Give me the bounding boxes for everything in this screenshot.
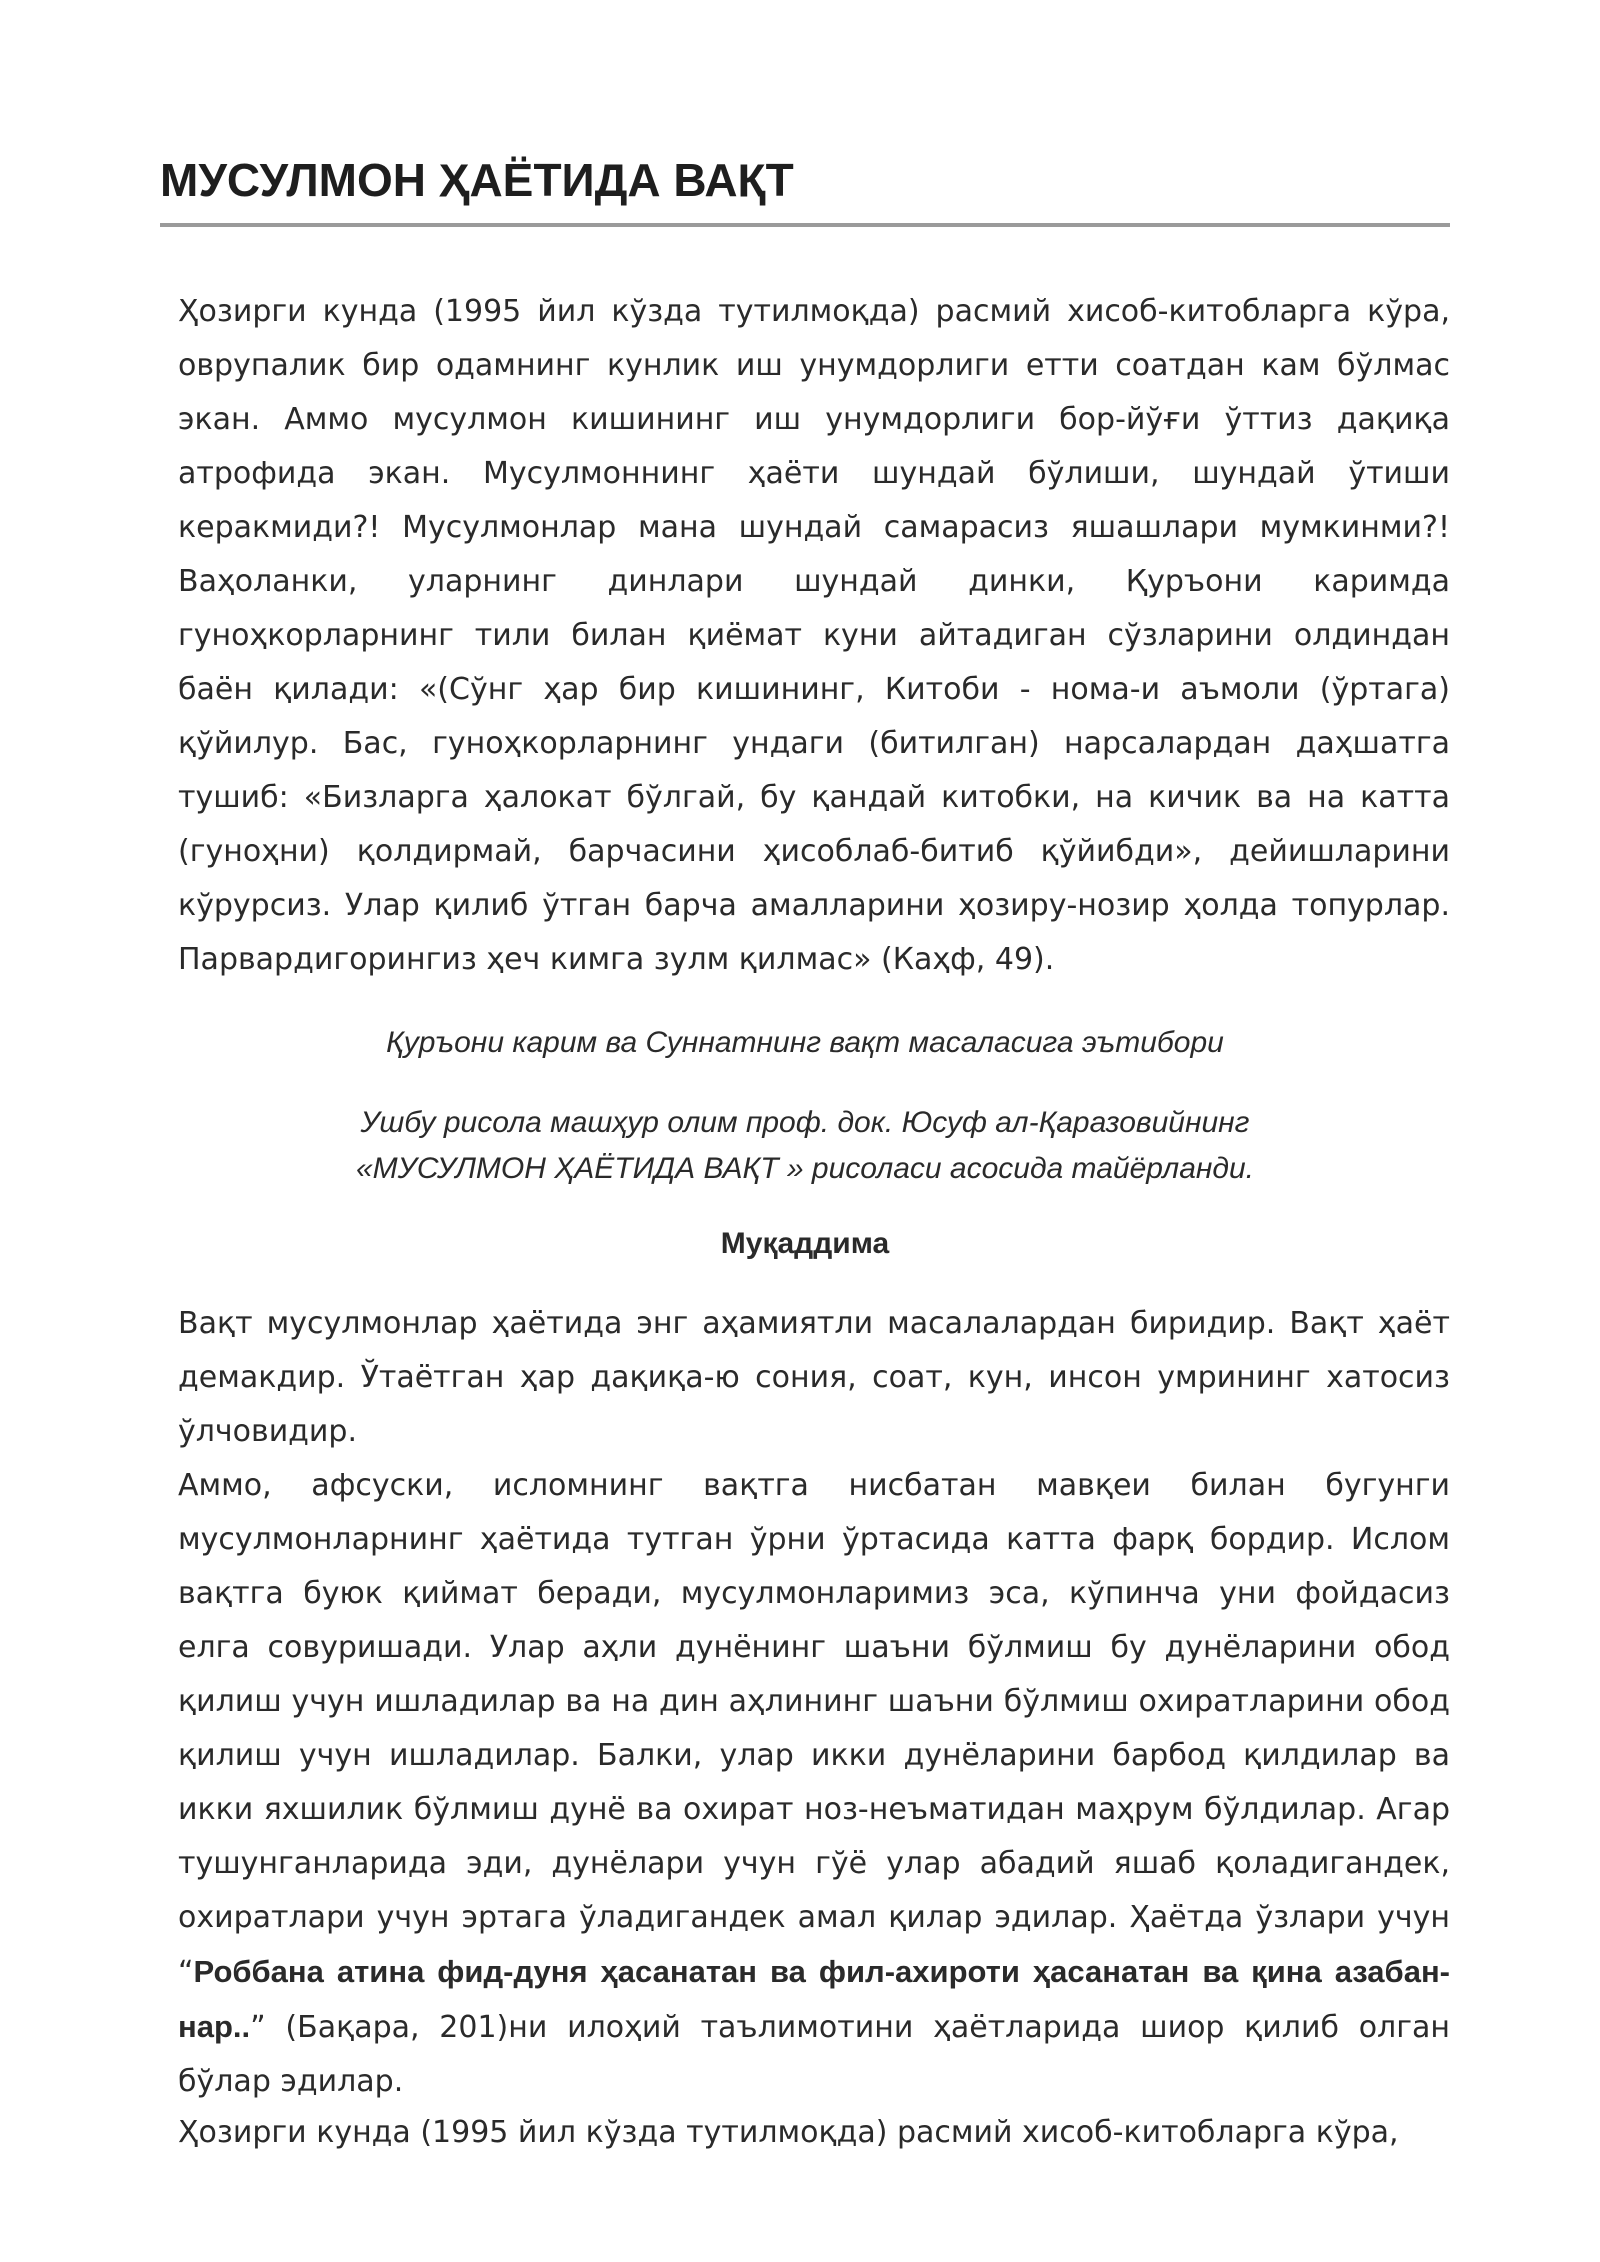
subtitle: Қуръони карим ва Суннатнинг вақт масаласига эътибори	[386, 1026, 1224, 1059]
preface-paragraph-2	[178, 1459, 1450, 2109]
preface-paragraph-1: Вақт мусулмонлар ҳаётида энг аҳамиятли масалалардан биридир. Вақт ҳаёт демакдир. Ўтаётган ҳар дақиқа-ю сония, соат, кун, инсон умрининг хатосиз ўлчовидир.	[178, 1306, 1450, 1449]
document-title: МУСУЛМОН ҲАЁТИДА ВАҚТ	[160, 154, 794, 206]
quote-open-mark: “	[178, 1955, 194, 1990]
attribution	[160, 1100, 1450, 1192]
preface-text: Аммо, афсуски, исломнинг вақтга нисбатан мавқеи билан бугунги мусулмонларнинг ҳаётида тутган ўрни ўртасида катта фарқ бордир. Ислом вақтга буюк қиймат беради, мусулмонларимиз эса, кўпинча уни фойдасиз елга совуришади. Улар аҳли дунёнинг шаъни бўлмиш бу дунёларини обод қилиш учун ишладилар ва на дин аҳлининг шаъни бўлмиш охиратларини обод қилиш учун ишладилар. Балки, улар икки дунёларини барбод қилдилар ва икки яхшилик бўлмиш дунё ва охират ноз-неъматидан маҳрум бўлдилар. Агар тушунганларида эди, дунёлари учун гўё улар абадий яшаб қоладигандек, охиратлари учун эртага ўладигандек амал қилар эдилар. Ҳаётда ўзлари учун	[178, 1468, 1450, 1935]
title-underline	[160, 223, 1450, 227]
intro-paragraph: Ҳозирги кунда (1995 йил кўзда тутилмоқда) расмий хисоб-китобларга кўра, оврупалик бир одамнинг кунлик иш унумдорлиги етти соатдан кам бўлмас экан. Аммо мусулмон кишининг иш унумдорлиги бор-йўғи ўттиз дақиқа атрофида экан. Мусулмоннинг ҳаёти шундай бўлиши, шундай ўтиши керакмиди?! Мусулмонлар мана шундай самарасиз яшашлари мумкинми?! Ваҳоланки, уларнинг динлари шундай динки, Қуръони каримда гуноҳкорларнинг тили билан қиёмат куни айтадиган сўзларини олдиндан баён қилади: «(Сўнг ҳар бир кишининг, Китоби - нома-и аъмоли (ўртага) қўйилур. Бас, гуноҳкорларнинг ундаги (битилган) нарсалардан даҳшатга тушиб: «Бизларга ҳалокат бўлгай, бу қандай китобки, на кичик ва на катта (гуноҳни) қолдирмай, барчасини ҳисоблаб-битиб қўйибди», дейишларини кўрурсиз. Улар қилиб ўтган барча амалларини ҳозиру-нозир ҳолда топурлар. Парвардигорингиз ҳеч кимга зулм қилмас» (Каҳф, 49).	[178, 294, 1450, 977]
quran-quote: Роббана атина фид-дуня ҳасанатан ва фил-ахироти ҳасанатан ва қина азабан-нар..	[178, 1954, 1450, 2044]
section-heading: Муқаддима	[720, 1227, 890, 1260]
attribution-line-1: Ушбу рисола машҳур олим проф. док. Юсуф ал-Қаразовийнинг	[360, 1106, 1250, 1139]
repeated-paragraph-start: Ҳозирги кунда (1995 йил кўзда тутилмоқда) расмий хисоб-китобларга кўра,	[178, 2115, 1399, 2150]
attribution-line-2: «МУСУЛМОН ҲАЁТИДА ВАҚТ » рисоласи асосида тайёрланди.	[355, 1152, 1255, 1185]
quote-reference: ” (Бақара, 201)ни илоҳий таълимотини ҳаётларида шиор қилиб олган бўлар эдилар.	[178, 2010, 1450, 2099]
